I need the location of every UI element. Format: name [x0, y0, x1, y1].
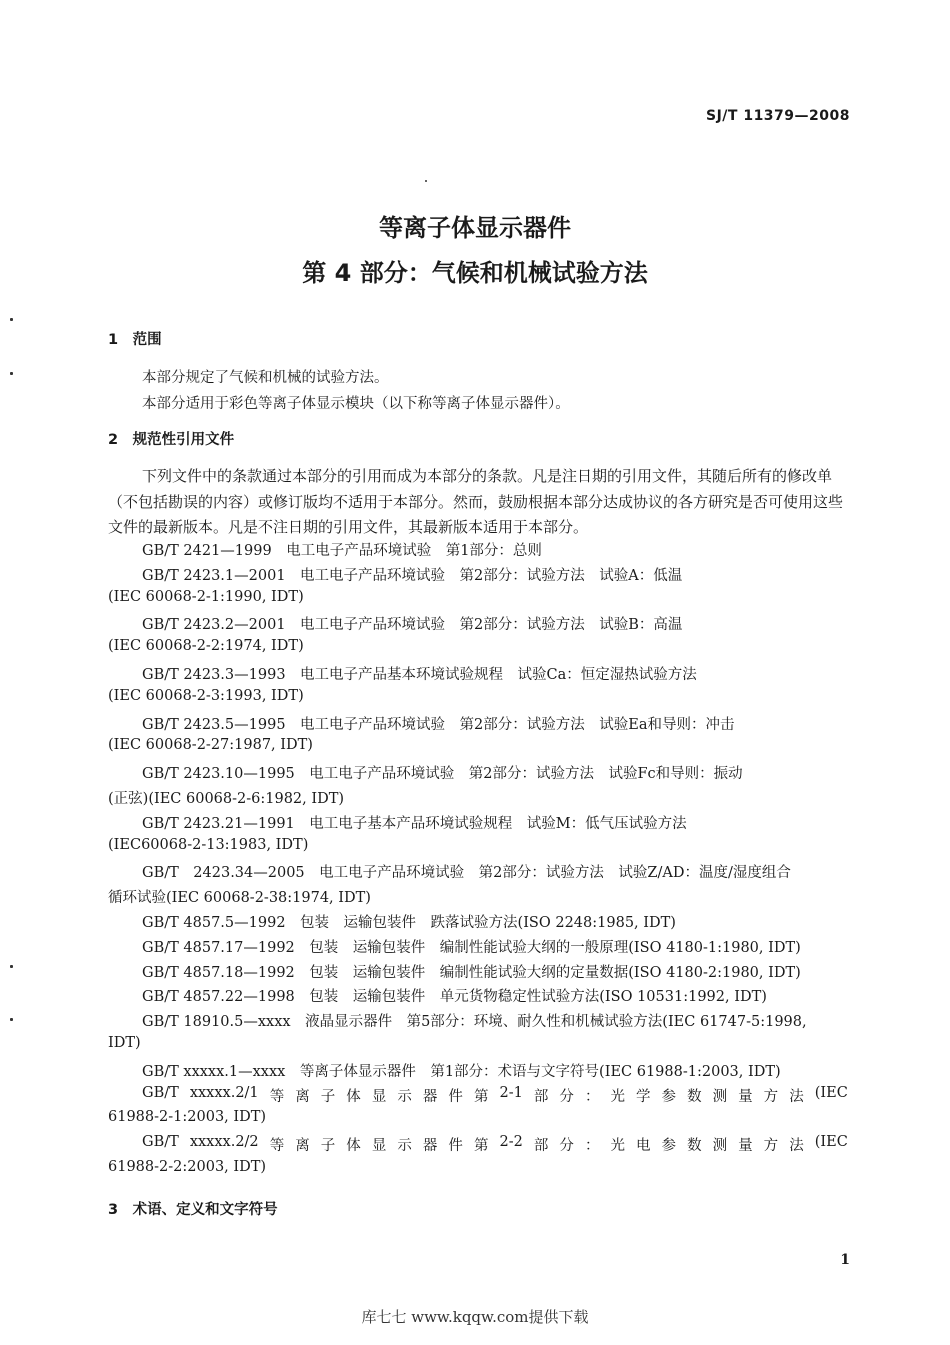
scan-speck — [425, 180, 427, 182]
reference-entry-part: 数 — [687, 1138, 702, 1155]
reference-entry-part: 光 — [610, 1138, 625, 1155]
normative-intro — [108, 464, 848, 541]
reference-entry: GB/T 4857.17—1992 包装 运输包装件 编制性能试验大纲的一般原理(ISO 4180-1:1980, IDT) — [142, 939, 801, 956]
reference-entry-part: 件 — [448, 1138, 463, 1155]
reference-entry-part: 量 — [738, 1138, 753, 1155]
reference-entry-part: 学 — [636, 1088, 651, 1105]
reference-entry: GB/T 2423.5—1995 电工电子产品环境试验 第2部分：试验方法 试验Ea和导则：冲击 — [142, 716, 735, 733]
reference-entry: GB/T 18910.5—xxxx 液晶显示器件 第5部分：环境、耐久性和机械试验方法(IEC 61747-5:1998, — [142, 1014, 807, 1031]
reference-entry: GB/T 4857.5—1992 包装 运输包装件 跌落试验方法(ISO 2248:1985, IDT) — [142, 915, 676, 931]
reference-entry-continuation: (IEC 60068-2-1:1990, IDT) — [108, 588, 304, 605]
reference-entry: GB/T 2421—1999 电工电子产品环境试验 第1部分：总则 — [142, 543, 542, 559]
section-3-heading: 3 术语、定义和文字符号 — [108, 1202, 278, 1218]
reference-entry-part: 器 — [422, 1088, 438, 1105]
reference-entry-part: 电 — [636, 1138, 651, 1155]
reference-entry-part: xxxxx.2/2 — [189, 1134, 259, 1151]
reference-entry-part: 离 — [295, 1138, 310, 1155]
reference-entry-continuation: (IEC 60068-2-3:1993, IDT) — [108, 687, 304, 704]
standard-number: SJ/T 11379—2008 — [706, 108, 850, 124]
reference-entry-part: 第 — [473, 1138, 489, 1155]
scan-speck — [10, 965, 13, 968]
reference-entry-part: 件 — [448, 1088, 463, 1105]
reference-entry-continuation: (IEC 60068-2-27:1987, IDT) — [108, 737, 313, 754]
reference-entry-part: 等 — [269, 1088, 285, 1105]
scan-speck — [10, 318, 13, 321]
reference-entry: GB/T xxxxx.1—xxxx 等离子体显示器件 第1部分：术语与文字符号(IEC 61988-1:2003, IDT) — [142, 1063, 781, 1080]
page-number: 1 — [840, 1252, 850, 1268]
reference-entry-part: 光 — [610, 1088, 625, 1105]
reference-entry-part: 部 — [533, 1138, 549, 1155]
normative-intro-text: 下列文件中的条款通过本部分的引用而成为本部分的条款。凡是注日期的引用文件，其随后所有的修改单（不包括勘误的内容）或修订版均不适用于本部分。然而，鼓励根据本部分达成协议的各方研究是否可使用这些文件的最新版本。凡是不注日期的引用文件，其最新版本适用于本部分。 — [108, 467, 844, 536]
reference-entry-continuation: (正弦)(IEC 60068-2-6:1982, IDT) — [108, 791, 345, 807]
reference-entry-continuation: 61988-2-2:2003, IDT) — [108, 1159, 267, 1175]
reference-entry-part: 分 — [559, 1088, 574, 1105]
reference-entry-part: GB/T — [142, 1084, 179, 1101]
reference-entry-continuation: IDT) — [108, 1035, 141, 1051]
scan-speck — [10, 372, 13, 375]
reference-entry-continuation: 循环试验(IEC 60068-2-38:1974, IDT) — [108, 890, 371, 907]
reference-entry-part: 离 — [295, 1088, 310, 1105]
reference-entry-part: 分 — [559, 1138, 574, 1155]
reference-entry: GB/T 2423.34—2005 电工电子产品环境试验 第2部分：试验方法 试验Z/AD：温度/湿度组合 — [142, 865, 791, 882]
reference-entry-part: 子 — [320, 1138, 336, 1155]
section-1-heading: 1 范围 — [108, 332, 162, 348]
reference-entry-part: GB/T — [142, 1134, 179, 1151]
reference-entry-part: 测 — [712, 1088, 728, 1105]
reference-entry-part: xxxxx.2/1 — [189, 1084, 259, 1101]
reference-entry-part: (IEC — [814, 1084, 848, 1101]
reference-entry-part: 显 — [371, 1088, 387, 1105]
reference-entry: GB/T 2423.21—1991 电工电子基本产品环境试验规程 试验M：低气压试验方法 — [142, 815, 687, 832]
reference-entry-part: 2-1 — [499, 1084, 523, 1101]
reference-entry-continuation: 61988-2-1:2003, IDT) — [108, 1109, 267, 1126]
section-2-heading: 2 规范性引用文件 — [108, 432, 235, 448]
reference-entry-part: 部 — [533, 1088, 549, 1105]
reference-entry-part: 示 — [397, 1088, 412, 1105]
reference-entry-part: 体 — [346, 1138, 361, 1155]
reference-entry-part: 方 — [763, 1088, 779, 1105]
reference-entry-part: 数 — [687, 1088, 702, 1105]
document-subtitle: 第 4 部分：气候和机械试验方法 — [302, 259, 648, 287]
reference-entry-part: 第 — [473, 1088, 489, 1105]
reference-entry: GB/T 4857.22—1998 包装 运输包装件 单元货物稳定性试验方法(ISO 10531:1992, IDT) — [142, 989, 767, 1006]
reference-entry-part: 方 — [763, 1138, 779, 1155]
reference-entry-part: 等 — [269, 1138, 285, 1155]
download-footer: 库七七 www.kqqw.com提供下载 — [361, 1308, 589, 1326]
reference-entry — [142, 1085, 848, 1106]
reference-entry-part: 测 — [712, 1138, 728, 1155]
reference-entry-part: ： — [584, 1088, 600, 1105]
reference-entry-continuation: (IEC60068-2-13:1983, IDT) — [108, 836, 309, 853]
reference-entry: GB/T 4857.18—1992 包装 运输包装件 编制性能试验大纲的定量数据(ISO 4180-2:1980, IDT) — [142, 964, 801, 981]
reference-entry-part: 参 — [661, 1138, 677, 1155]
reference-entry-part: 2-2 — [499, 1134, 523, 1151]
reference-entry-part: 法 — [789, 1088, 804, 1105]
reference-entry-part: 器 — [422, 1138, 438, 1155]
scope-line: 本部分规定了气候和机械的试验方法。 — [142, 370, 389, 386]
reference-entry-part: ： — [584, 1138, 600, 1155]
reference-entry-part: 量 — [738, 1088, 753, 1105]
reference-entry-continuation: (IEC 60068-2-2:1974, IDT) — [108, 638, 304, 655]
reference-entry: GB/T 2423.1—2001 电工电子产品环境试验 第2部分：试验方法 试验A：低温 — [142, 567, 683, 584]
reference-entry: GB/T 2423.10—1995 电工电子产品环境试验 第2部分：试验方法 试验Fc和导则：振动 — [142, 766, 743, 783]
reference-entry-part: 示 — [397, 1138, 412, 1155]
reference-entry-part: (IEC — [814, 1134, 848, 1151]
reference-entry-part: 法 — [789, 1138, 804, 1155]
reference-entry — [142, 1134, 848, 1155]
scan-speck — [10, 1018, 13, 1021]
reference-entry: GB/T 2423.3—1993 电工电子产品基本环境试验规程 试验Ca：恒定湿热试验方法 — [142, 667, 697, 683]
reference-entry-part: 参 — [661, 1088, 677, 1105]
reference-entry-part: 子 — [320, 1088, 336, 1105]
scope-line: 本部分适用于彩色等离子体显示模块（以下称等离子体显示器件）。 — [142, 396, 570, 412]
document-title: 等离子体显示器件 — [379, 214, 571, 242]
reference-entry-part: 显 — [371, 1138, 387, 1155]
reference-entry-part: 体 — [346, 1088, 361, 1105]
reference-entry: GB/T 2423.2—2001 电工电子产品环境试验 第2部分：试验方法 试验B：高温 — [142, 617, 683, 634]
